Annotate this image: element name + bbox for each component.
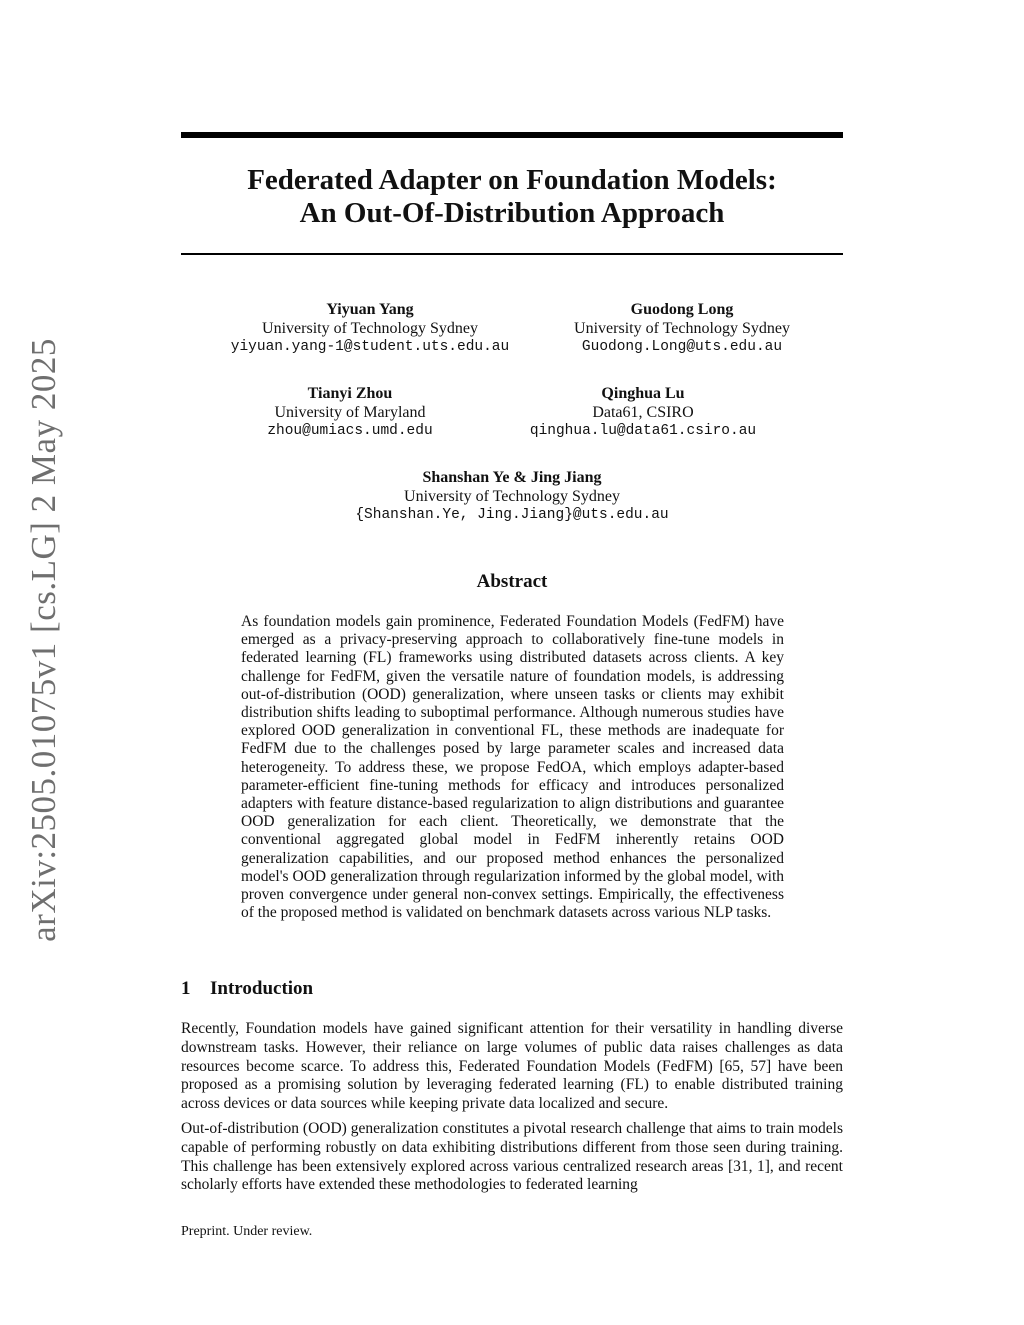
author-name: Qinghua Lu	[601, 385, 685, 402]
author-affiliation: University of Technology Sydney	[404, 488, 620, 505]
author-block-4	[463, 384, 823, 441]
section-heading-introduction	[181, 978, 313, 1000]
page-footer: Preprint. Under review.	[181, 1224, 313, 1239]
author-affiliation: University of Maryland	[274, 404, 426, 421]
author-email: qinghua.lu@data61.csiro.au	[529, 423, 757, 439]
author-block-2	[502, 300, 862, 357]
title-top-rule	[181, 132, 843, 138]
author-affiliation: University of Technology Sydney	[262, 320, 478, 337]
section-number: 1	[181, 978, 191, 999]
abstract-body: As foundation models gain prominence, Federated Foundation Models (FedFM) have emerged as a privacy-preserving approach to collaboratively fine-tune models in federated learning (FL) frameworks using distributed datasets across clients. A key challenge for FedFM, given the versatile nature of foundation models, is addressing out-of-distribution (OOD) generalization, where unseen tasks or clients may exhibit distribution shifts leading to suboptimal performance. Although numerous studies have explored OOD generalization in conventional FL, these methods are inadequate for FedFM due to the challenges posed by large parameter scales and increased data heterogeneity. To address these, we propose FedOA, which employs adapter-based parameter-efficient fine-tuning methods for efficacy and introduces personalized adapters with feature distance-based regularization to align distributions and guarantee OOD generalization for each client. Theoretically, we demonstrate that the conventional aggregated global model in FedFM inherently retains OOD generalization capabilities, and our proposed method enhances the personalized model's OOD generalization through regularization informed by the global model, with proven convergence under general non-convex settings. Empirically, the effectiveness of the proposed method is validated on benchmark datasets across various NLP tasks.	[241, 613, 784, 922]
author-email: yiyuan.yang-1@student.uts.edu.au	[230, 339, 510, 355]
author-name: Shanshan Ye & Jing Jiang	[422, 469, 602, 486]
author-block-1	[190, 300, 550, 357]
author-name: Guodong Long	[630, 301, 734, 318]
author-name: Yiyuan Yang	[326, 301, 414, 318]
abstract-heading: Abstract	[476, 571, 548, 592]
paper-title-line-2: An Out-Of-Distribution Approach	[299, 197, 725, 229]
author-email: {Shanshan.Ye, Jing.Jiang}@uts.edu.au	[355, 507, 669, 523]
author-affiliation: University of Technology Sydney	[574, 320, 790, 337]
author-block-5	[332, 468, 692, 525]
author-email: Guodong.Long@uts.edu.au	[581, 339, 783, 355]
section-title: Introduction	[210, 978, 314, 999]
intro-paragraph-1: Recently, Foundation models have gained significant attention for their versatility in handling diverse downstream tasks. However, their reliance on large volumes of public data raises challenges as data resources become scarce. To address this, Federated Foundation Models (FedFM) [65, 57] have been proposed as a promising solution by leveraging federated learning (FL) to enable distributed training across devices or data sources while keeping private data localized and secure.	[181, 1020, 843, 1113]
paper-title-line-1: Federated Adapter on Foundation Models:	[247, 164, 777, 196]
author-affiliation: Data61, CSIRO	[592, 404, 694, 421]
arxiv-identifier-stamp: arXiv:2505.01075v1 [cs.LG] 2 May 2025	[24, 338, 63, 942]
author-name: Tianyi Zhou	[307, 385, 393, 402]
paper-title	[181, 164, 843, 230]
intro-paragraph-2: Out-of-distribution (OOD) generalization constitutes a pivotal research challenge that aims to train models capable of performing robustly on data exhibiting distributions different from those seen during training. This challenge has been extensively explored across various centralized research areas [31, 1], and recent scholarly efforts have extended these methodologies to federated learning	[181, 1120, 843, 1194]
title-bottom-rule	[181, 253, 843, 255]
author-email: zhou@umiacs.umd.edu	[267, 423, 433, 439]
